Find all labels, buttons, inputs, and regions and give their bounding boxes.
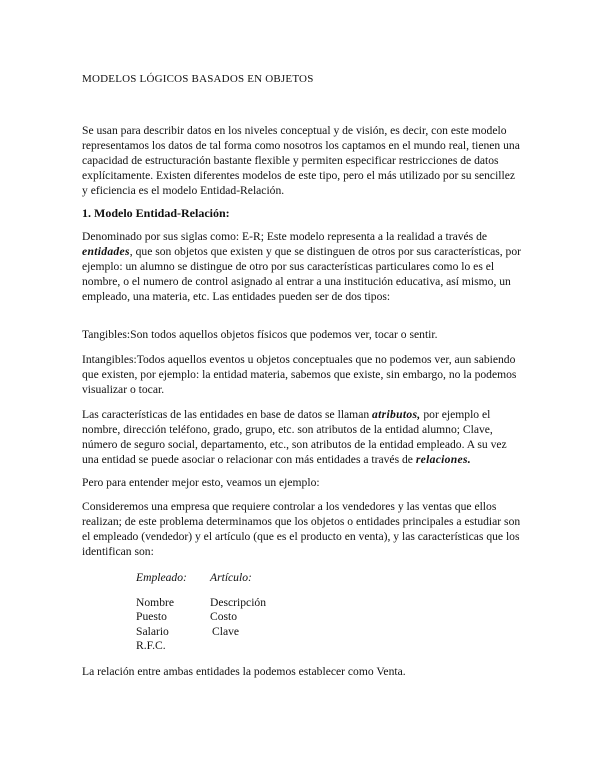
employee-attr: Nombre [136, 596, 174, 609]
definition-text-end: , que son objetos que existen y que se distinguen de otros por sus características, por ejemplo: un alumno se distingue de otro por sus características particulares como lo es el nombre, o el numero de control asignado al entrar a una institución educativa, así mismo, un empleado, una materia, etc. Las entidades pueden ser de dos tipos: [82, 245, 521, 303]
article-attr: Descripción [210, 596, 267, 609]
article-attr: Clave [212, 625, 240, 638]
scenario-paragraph: Consideremos una empresa que requiere controlar a los vendedores y las ventas que ellos realizan; de este problema determinamos que los objetos o entidades principales a estudiar son el empleado (vendedor) y el artículo (que es el producto en venta), y las características que los identifican son: [82, 500, 521, 558]
section-heading: 1. Modelo Entidad-Relación: [82, 206, 230, 220]
employee-header: Empleado: [136, 571, 187, 584]
attributes-paragraph [82, 407, 522, 467]
article-header: Artículo: [210, 571, 252, 584]
attributes-text-a: Las características de las entidades en base de datos se llaman [82, 408, 373, 421]
intangibles-paragraph: Intangibles:Todos aquellos eventos u objetos conceptuales que no podemos ver, aun sabiendo que existen, por ejemplo: la entidad materia, sabemos que existe, sin embargo, no la podemos visualizar o tocar. [82, 353, 517, 396]
definition-text-start: Denominado por sus siglas como: E-R; Este modelo representa a la realidad a través de [82, 230, 488, 243]
closing-paragraph: La relación entre ambas entidades la podemos establecer como Venta. [82, 665, 406, 678]
tangibles-paragraph: Tangibles:Son todos aquellos objetos físicos que podemos ver, tocar o sentir. [82, 328, 438, 341]
employee-attr: Salario [136, 625, 169, 638]
employee-attr: Puesto [136, 610, 167, 623]
term-entidades: entidades [82, 245, 130, 258]
attributes-text-b: por ejemplo el nombre, dirección teléfono, grado, grupo, etc. son atributos de la entidad alumno; Clave, número de seguro social, departamento, etc., son atributos de la entidad empleado. A su vez una entidad se puede asociar o relacionar con más entidades a través de [82, 408, 507, 466]
employee-attr: R.F.C. [136, 639, 166, 652]
article-attr: Costo [210, 610, 238, 623]
intro-paragraph: Se usan para describir datos en los niveles conceptual y de visión, es decir, con este modelo representamos los datos de tal forma como nosotros los captamos en el mundo real, tienen una capacidad de estructuración bastante flexible y permiten especificar restricciones de datos explícitamente. Existen diferentes modelos de este tipo, pero el más utilizado por su sencillez y eficiencia es el modelo Entidad-Relación. [82, 124, 520, 197]
document-title: MODELOS LÓGICOS BASADOS EN OBJETOS [82, 73, 314, 85]
term-relaciones: relaciones. [415, 453, 471, 466]
definition-paragraph [82, 229, 522, 304]
example-intro: Pero para entender mejor esto, veamos un ejemplo: [82, 476, 320, 489]
term-atributos: atributos, [372, 408, 421, 421]
